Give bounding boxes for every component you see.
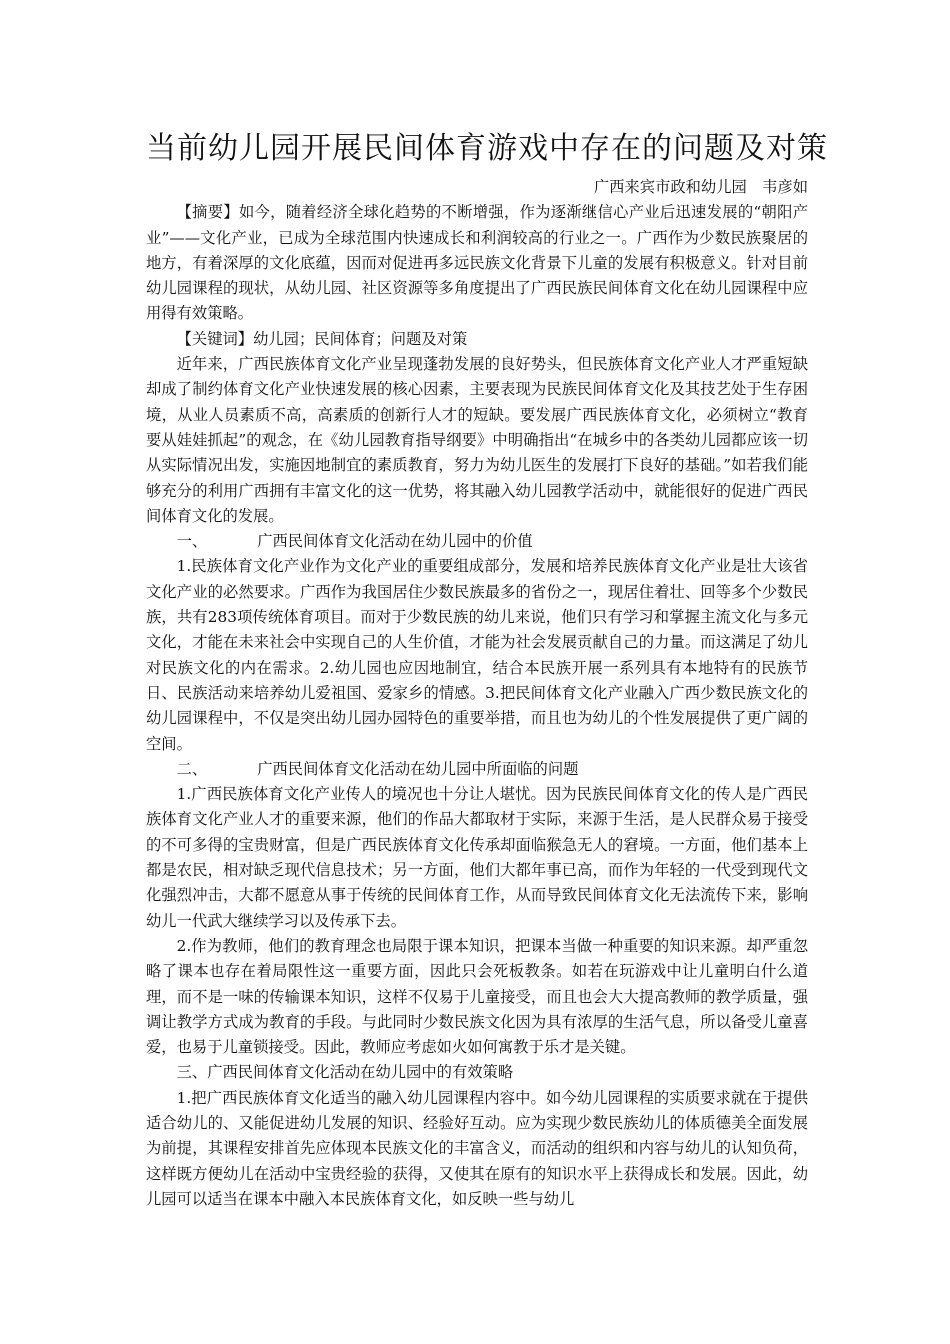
section-1-heading xyxy=(146,529,808,554)
section-2-title: 广西民间体育文化活动在幼儿园中所面临的问题 xyxy=(257,759,579,778)
section-1-number: 一、 xyxy=(176,532,208,551)
section-3-heading: 三、广西民间体育文化活动在幼儿园中的有效策略 xyxy=(176,1063,514,1082)
section-2-number: 二、 xyxy=(176,759,208,778)
keywords-line: 【关键词】幼儿园；民间体育；问题及对策 xyxy=(176,329,468,348)
author-line: 广西来宾市政和幼儿园 韦彦如 xyxy=(593,178,808,196)
section-1-paragraph-1: 1.民族体育文化产业作为文化产业的重要组成部分，发展和培养民族体育文化产业是壮大该省文化产业的必然要求。广西作为我国居住少数民族最多的省份之一，现居住着壮、回等多个少数民族，共有283项传统体育项目。而对于少数民族的幼儿来说，他们只有学习和掌握主流文化与多元文化，才能在未来社会中实现自己的人生价值，才能为社会发展贡献自己的力量。而这满足了幼儿对民族文化的内在需求。2.幼儿园也应因地制宜，结合本民族开展一系列具有本地特有的民族节日、民族活动来培养幼儿爱祖国、爱家乡的情感。3.把民间体育文化产业融入广西少数民族文化的幼儿园课程中，不仅是突出幼儿园办园特色的重要举措，而且也为幼儿的个性发展提供了更广阔的空间。 xyxy=(146,557,808,753)
section-3-paragraph-1: 1.把广西民族体育文化适当的融入幼儿园课程内容中。如今幼儿园课程的实质要求就在于提供适合幼儿的、又能促进幼儿发展的知识、经验好互动。应为实现少数民族幼儿的体质德美全面发展为前提，其课程安排首先应体现本民族文化的丰富含义，而活动的组织和内容与幼儿的认知负荷，这样既方便幼儿在活动中宝贵经验的获得，又使其在原有的知识水平上获得成长和发展。因此，幼儿园可以适当在课本中融入本民族体育文化，如反映一些与幼儿 xyxy=(146,1088,808,1208)
abstract-paragraph: 【摘要】如今，随着经济全球化趋势的不断增强，作为逐渐继信心产业后迅速发展的“朝阳产业”——文化产业，已成为全球范围内快速成长和利润较高的行业之一。广西作为少数民族聚居的地方，有着深厚的文化底蕴，因而对促进再多远民族文化背景下儿童的发展有积极意义。针对目前幼儿园课程的现状，从幼儿园、社区资源等多角度提出了广西民族民间体育文化在幼儿园课程中应用得有效策略。 xyxy=(146,203,808,323)
document-title: 当前幼儿园开展民间体育游戏中存在的问题及对策 xyxy=(146,131,828,166)
section-2-paragraph-2: 2.作为教师，他们的教育理念也局限于课本知识，把课本当做一种重要的知识来源。却严重忽略了课本也存在着局限性这一重要方面，因此只会死板教条。如若在玩游戏中让儿童明白什么道理，而不是一味的传输课本知识，这样不仅易于儿童接受，而且也会大大提高教师的教学质量，强调让教学方式成为教育的手段。与此同时少数民族文化因为具有浓厚的生活气息，所以备受儿童喜爱，也易于儿童锁接受。因此，教师应考虑如火如何寓教于乐才是关键。 xyxy=(146,936,808,1057)
document-body xyxy=(146,175,808,1212)
section-1-title: 广西民间体育文化活动在幼儿园中的价值 xyxy=(257,532,533,551)
intro-paragraph: 近年来，广西民族体育文化产业呈现蓬勃发展的良好势头，但民族体育文化产业人才严重短缺却成了制约体育文化产业快速发展的核心因素，主要表现为民族民间体育文化及其技艺处于生存困境，从业人员素质不高，高素质的创新行人才的短缺。要发展广西民族体育文化，必须树立“教育要从娃娃抓起”的观念，在《幼儿园教育指导纲要》中明确指出“在城乡中的各类幼儿园都应该一切从实际情况出发，实施因地制宜的素质教育，努力为幼儿医生的发展打下良好的基础。”如若我们能够充分的利用广西拥有丰富文化的这一优势，将其融入幼儿园教学活动中，就能很好的促进广西民间体育文化的发展。 xyxy=(146,355,808,525)
section-2-paragraph-1: 1.广西民族体育文化产业传人的境况也十分让人堪忧。因为民族民间体育文化的传人是广西民族体育文化产业人才的重要来源，他们的作品大都取材于实际，来源于生活，是人民群众易于接受的不可多得的宝贵财富，但是广西民族体育文化传承却面临猴急无人的窘境。一方面，他们基本上都是农民，相对缺乏现代信息技术；另一方面，他们大都年事已高，而作为年轻的一代受到现代文化强烈冲击，大都不愿意从事于传统的民间体育工作，从而导致民间体育文化无法流传下来，影响幼儿一代武大继续学习以及传承下去。 xyxy=(146,785,808,930)
section-2-heading xyxy=(146,757,808,782)
